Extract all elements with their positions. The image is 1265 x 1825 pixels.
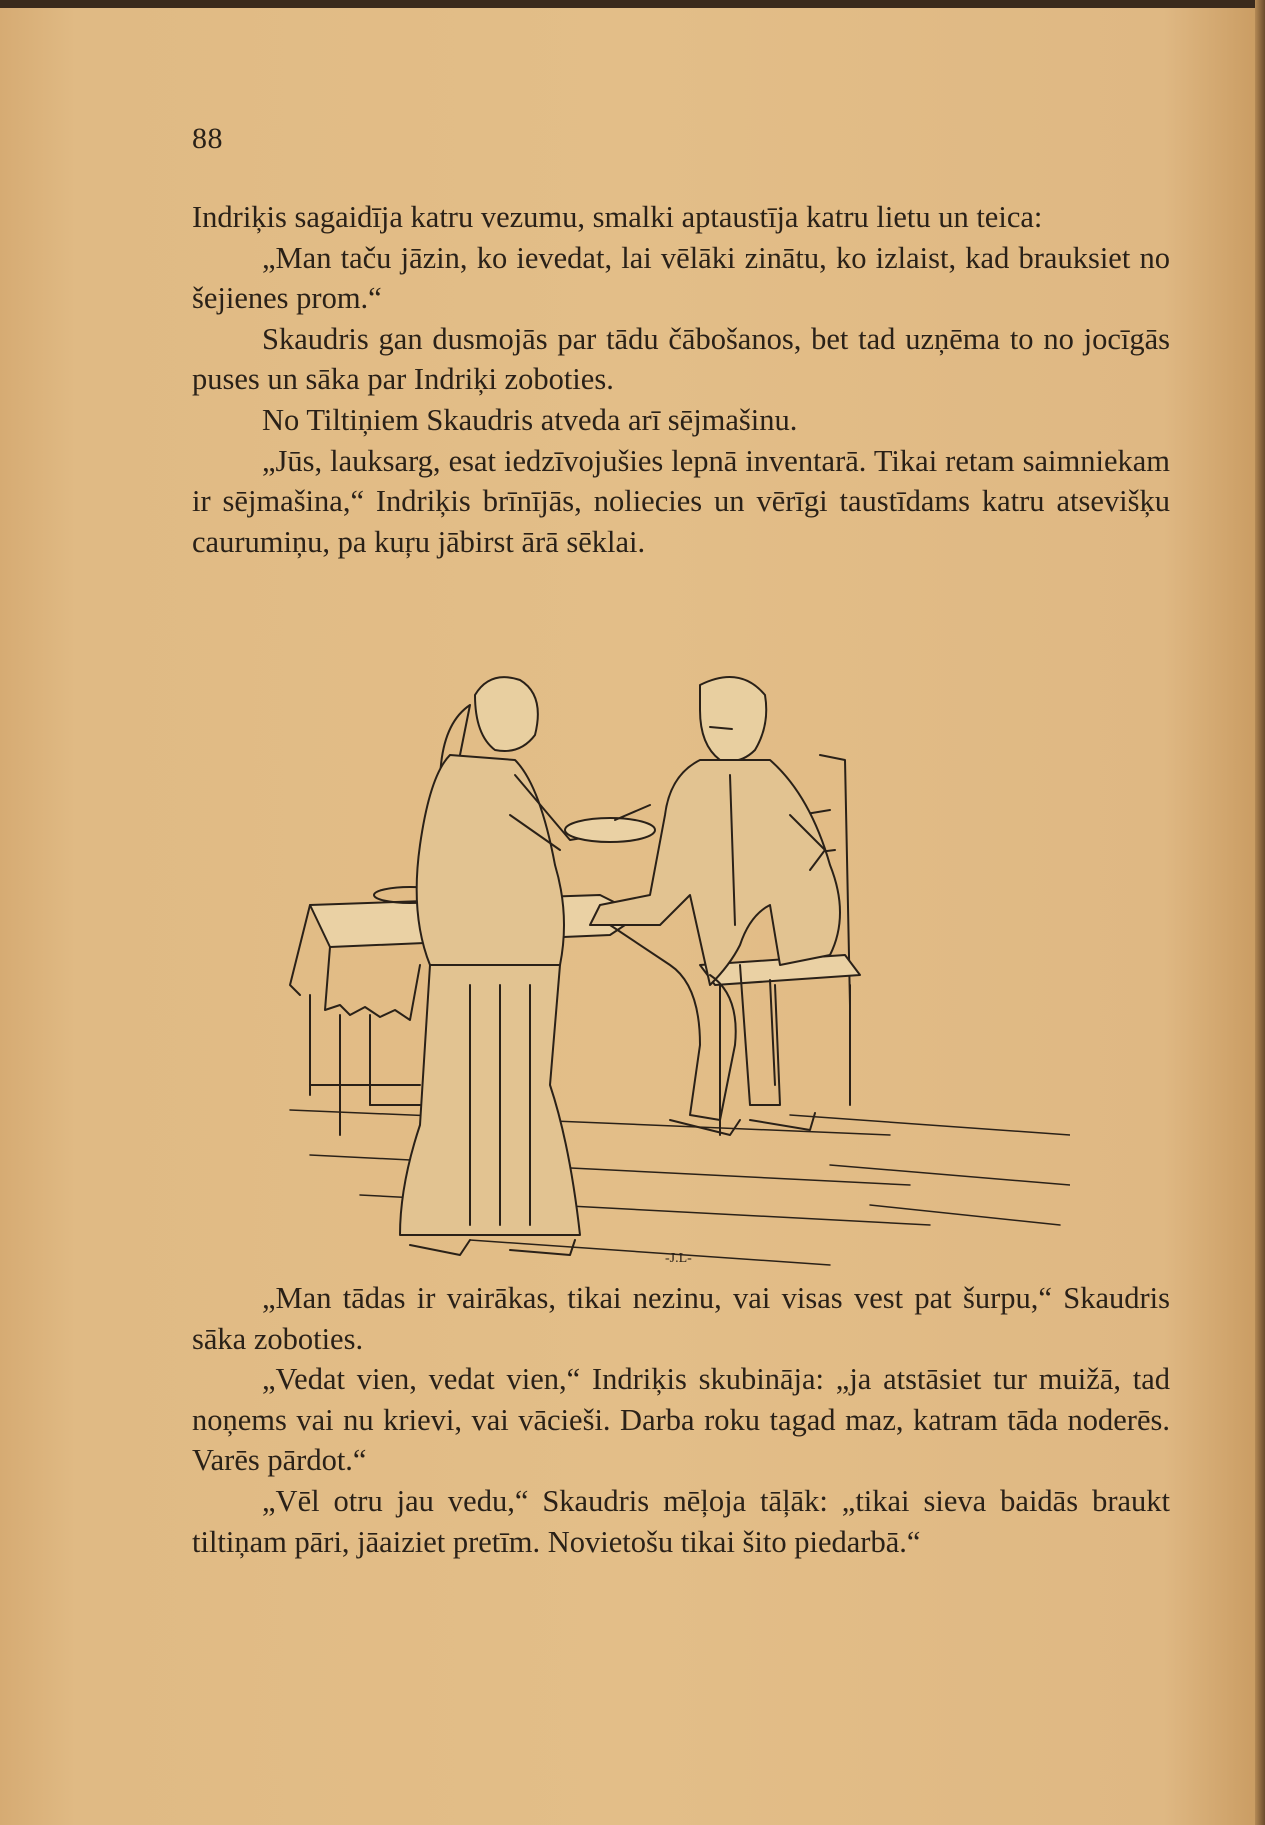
text-block-bottom — [192, 1278, 1170, 1562]
woman-figure — [400, 677, 655, 1255]
paragraph: „Jūs, lauksarg, esat iedzīvojušies lepnā inventarā. Tikai retam saimniekam ir sējmašina,“ Indriķis brīnījās, noliecies un vērīgi taustīdams katru atsevišķu caurumiņu, pa kuŗu jābirst ārā sēklai. — [192, 443, 1170, 559]
paragraph: Indriķis sagaidīja katru vezumu, smalki aptaustīja katru lietu un teica: — [192, 200, 1043, 234]
text-block-top — [192, 197, 1170, 562]
illustration-signature: -J.L- — [665, 1251, 692, 1266]
paragraph: „Man taču jāzin, ko ievedat, lai vēlāki zinātu, ko izlaist, kad brauksiet no šejienes prom.“ — [192, 240, 1170, 316]
page-right-edge — [1255, 0, 1265, 1825]
page-top-edge — [0, 0, 1265, 8]
man-figure — [590, 677, 840, 1135]
paragraph: No Tiltiņiem Skaudris atveda arī sējmašinu. — [262, 402, 798, 437]
paragraph: „Vedat vien, vedat vien,“ Indriķis skubināja: „ja atstāsiet tur muižā, tad noņems vai nu krievi, vai vācieši. Darba roku tagad maz, katram tāda noderēs. Varēs pārdot.“ — [192, 1362, 1170, 1478]
page-number: 88 — [192, 122, 223, 155]
paragraph: „Man tādas ir vairākas, tikai nezinu, vai visas vest pat šurpu,“ Skaudris sāka zoboties. — [192, 1281, 1170, 1356]
paragraph: „Vēl otru jau vedu,“ Skaudris mēļoja tāļāk: „tikai sieva baidās braukt tiltiņam pāri, jāaiziet pretīm. Novietošu tikai šito piedarbā.“ — [192, 1483, 1170, 1559]
illustration-woman-serving-man — [270, 665, 1070, 1275]
paragraph: Skaudris gan dusmojās par tādu čābošanos, bet tad uzņēma to no jocīgās puses un sāka par Indriķi zoboties. — [192, 321, 1170, 397]
